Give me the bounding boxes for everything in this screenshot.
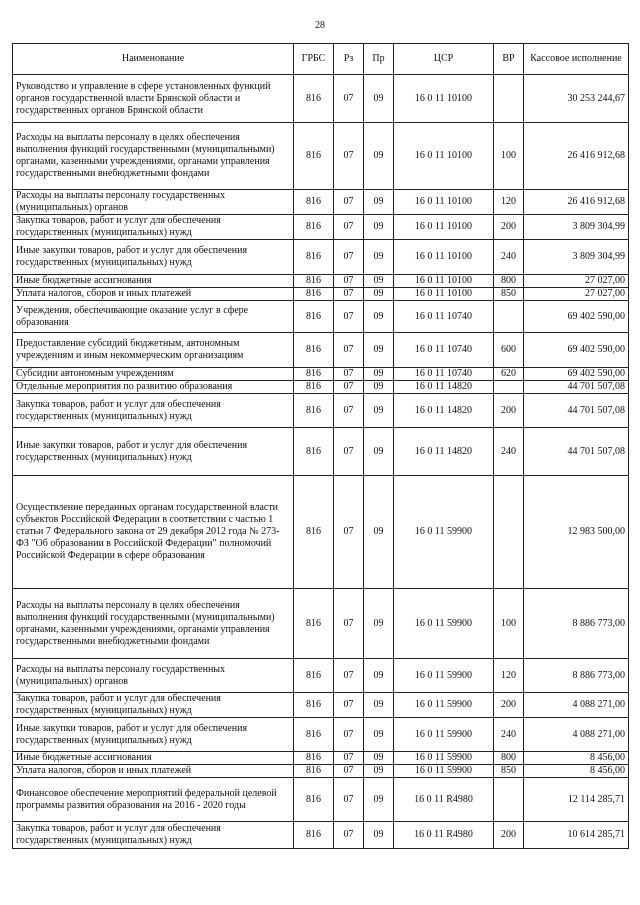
row-rz-cell: 07 (334, 368, 364, 381)
row-name-cell: Иные бюджетные ассигнования (13, 275, 294, 288)
row-amount-cell: 8 456,00 (524, 752, 629, 765)
row-amount-cell: 30 253 244,67 (524, 75, 629, 123)
row-amount-cell: 12 983 500,00 (524, 476, 629, 589)
row-rz-cell: 07 (334, 659, 364, 693)
row-amount-cell: 4 088 271,00 (524, 693, 629, 718)
row-vr-cell: 620 (494, 368, 524, 381)
row-name-cell: Закупка товаров, работ и услуг для обеспечения государственных (муниципальных) нужд (13, 215, 294, 240)
table-row (13, 718, 629, 752)
row-vr-cell: 850 (494, 765, 524, 778)
row-pr-cell: 09 (364, 394, 394, 428)
row-rz-cell: 07 (334, 301, 364, 333)
row-csr-cell: 16 0 11 R4980 (394, 778, 494, 822)
table-row (13, 240, 629, 275)
row-pr-cell: 09 (364, 778, 394, 822)
table-row (13, 589, 629, 659)
table-row (13, 693, 629, 718)
row-name-cell: Предоставление субсидий бюджетным, автономным учреждениям и иным некоммерческим организациям (13, 333, 294, 368)
header-csr: ЦСР (394, 44, 494, 75)
page-number: 28 (315, 20, 325, 31)
row-rz-cell: 07 (334, 288, 364, 301)
row-csr-cell: 16 0 11 10740 (394, 368, 494, 381)
row-amount-cell: 44 701 507,08 (524, 381, 629, 394)
row-amount-cell: 27 027,00 (524, 275, 629, 288)
row-grbs-cell: 816 (294, 778, 334, 822)
row-csr-cell: 16 0 11 59900 (394, 589, 494, 659)
row-name-cell: Руководство и управление в сфере установленных функций органов государственной власти Брянской области и государственных органов Брянской области (13, 75, 294, 123)
row-name-cell: Закупка товаров, работ и услуг для обеспечения государственных (муниципальных) нужд (13, 394, 294, 428)
row-amount-cell: 27 027,00 (524, 288, 629, 301)
row-amount-cell: 69 402 590,00 (524, 333, 629, 368)
row-amount-cell: 3 809 304,99 (524, 215, 629, 240)
row-name-cell: Иные бюджетные ассигнования (13, 752, 294, 765)
row-grbs-cell: 816 (294, 288, 334, 301)
row-vr-cell: 120 (494, 659, 524, 693)
row-vr-cell: 240 (494, 718, 524, 752)
row-vr-cell: 240 (494, 240, 524, 275)
row-amount-cell: 69 402 590,00 (524, 301, 629, 333)
table-header-row (13, 44, 629, 75)
row-grbs-cell: 816 (294, 381, 334, 394)
row-grbs-cell: 816 (294, 822, 334, 849)
header-rz: Рз (334, 44, 364, 75)
row-grbs-cell: 816 (294, 301, 334, 333)
row-csr-cell: 16 0 11 59900 (394, 718, 494, 752)
row-rz-cell: 07 (334, 75, 364, 123)
table-row (13, 778, 629, 822)
table-row (13, 765, 629, 778)
row-grbs-cell: 816 (294, 190, 334, 215)
row-vr-cell (494, 75, 524, 123)
row-csr-cell: 16 0 11 10100 (394, 240, 494, 275)
table-row (13, 75, 629, 123)
row-csr-cell: 16 0 11 10100 (394, 215, 494, 240)
table-row (13, 333, 629, 368)
row-name-cell: Уплата налогов, сборов и иных платежей (13, 288, 294, 301)
budget-table (12, 43, 629, 849)
header-vr: ВР (494, 44, 524, 75)
row-vr-cell: 200 (494, 822, 524, 849)
row-pr-cell: 09 (364, 275, 394, 288)
row-rz-cell: 07 (334, 123, 364, 190)
row-csr-cell: 16 0 11 10740 (394, 333, 494, 368)
row-name-cell: Иные закупки товаров, работ и услуг для обеспечения государственных (муниципальных) нужд (13, 718, 294, 752)
table-row (13, 288, 629, 301)
row-amount-cell: 3 809 304,99 (524, 240, 629, 275)
row-vr-cell: 200 (494, 394, 524, 428)
row-rz-cell: 07 (334, 381, 364, 394)
row-csr-cell: 16 0 11 10100 (394, 75, 494, 123)
row-csr-cell: 16 0 11 10740 (394, 301, 494, 333)
row-pr-cell: 09 (364, 215, 394, 240)
row-name-cell: Иные закупки товаров, работ и услуг для обеспечения государственных (муниципальных) нужд (13, 240, 294, 275)
row-vr-cell (494, 476, 524, 589)
row-rz-cell: 07 (334, 333, 364, 368)
row-grbs-cell: 816 (294, 718, 334, 752)
row-name-cell: Осуществление переданных органам государственной власти субъектов Российской Федерации в соответствии с частью 1 статьи 7 Федерального закона от 29 декабря 2012 года № 273-ФЗ "Об образовании в Российской Федерации" полномочий Российской Федерации в сфере образования (13, 476, 294, 589)
table-row (13, 301, 629, 333)
row-grbs-cell: 816 (294, 275, 334, 288)
row-pr-cell: 09 (364, 190, 394, 215)
row-rz-cell: 07 (334, 215, 364, 240)
row-vr-cell: 240 (494, 428, 524, 476)
row-csr-cell: 16 0 11 10100 (394, 123, 494, 190)
row-grbs-cell: 816 (294, 123, 334, 190)
row-amount-cell: 26 416 912,68 (524, 123, 629, 190)
row-name-cell: Иные закупки товаров, работ и услуг для обеспечения государственных (муниципальных) нужд (13, 428, 294, 476)
row-name-cell: Закупка товаров, работ и услуг для обеспечения государственных (муниципальных) нужд (13, 822, 294, 849)
row-name-cell: Расходы на выплаты персоналу в целях обеспечения выполнения функций государственными (муниципальными) органами, казенными учреждениями, органами управления государственными внебюджетными фондами (13, 123, 294, 190)
header-amount: Кассовое исполнение (524, 44, 629, 75)
header-name: Наименование (13, 44, 294, 75)
row-csr-cell: 16 0 11 10100 (394, 288, 494, 301)
row-amount-cell: 44 701 507,08 (524, 428, 629, 476)
row-grbs-cell: 816 (294, 368, 334, 381)
row-grbs-cell: 816 (294, 215, 334, 240)
row-rz-cell: 07 (334, 428, 364, 476)
row-amount-cell: 8 886 773,00 (524, 589, 629, 659)
header-pr: Пр (364, 44, 394, 75)
table-row (13, 275, 629, 288)
row-grbs-cell: 816 (294, 428, 334, 476)
row-amount-cell: 4 088 271,00 (524, 718, 629, 752)
row-name-cell: Учреждения, обеспечивающие оказание услуг в сфере образования (13, 301, 294, 333)
row-csr-cell: 16 0 11 14820 (394, 394, 494, 428)
table-row (13, 476, 629, 589)
row-pr-cell: 09 (364, 75, 394, 123)
row-amount-cell: 8 456,00 (524, 765, 629, 778)
row-amount-cell: 8 886 773,00 (524, 659, 629, 693)
row-pr-cell: 09 (364, 381, 394, 394)
row-amount-cell: 12 114 285,71 (524, 778, 629, 822)
table-row (13, 752, 629, 765)
row-name-cell: Субсидии автономным учреждениям (13, 368, 294, 381)
row-name-cell: Уплата налогов, сборов и иных платежей (13, 765, 294, 778)
row-csr-cell: 16 0 11 59900 (394, 693, 494, 718)
row-vr-cell: 200 (494, 693, 524, 718)
row-vr-cell: 600 (494, 333, 524, 368)
row-rz-cell: 07 (334, 765, 364, 778)
row-vr-cell (494, 381, 524, 394)
row-amount-cell: 26 416 912,68 (524, 190, 629, 215)
table-row (13, 190, 629, 215)
row-name-cell: Отдельные мероприятия по развитию образования (13, 381, 294, 394)
row-vr-cell: 200 (494, 215, 524, 240)
row-pr-cell: 09 (364, 240, 394, 275)
row-pr-cell: 09 (364, 752, 394, 765)
row-rz-cell: 07 (334, 190, 364, 215)
row-csr-cell: 16 0 11 14820 (394, 381, 494, 394)
row-pr-cell: 09 (364, 589, 394, 659)
row-name-cell: Финансовое обеспечение мероприятий федеральной целевой программы развития образования на 2016 - 2020 годы (13, 778, 294, 822)
row-pr-cell: 09 (364, 765, 394, 778)
table-row (13, 215, 629, 240)
row-grbs-cell: 816 (294, 333, 334, 368)
row-vr-cell (494, 778, 524, 822)
row-name-cell: Расходы на выплаты персоналу государственных (муниципальных) органов (13, 190, 294, 215)
row-rz-cell: 07 (334, 693, 364, 718)
row-pr-cell: 09 (364, 123, 394, 190)
row-grbs-cell: 816 (294, 659, 334, 693)
row-csr-cell: 16 0 11 10100 (394, 190, 494, 215)
row-csr-cell: 16 0 11 59900 (394, 476, 494, 589)
table-row (13, 381, 629, 394)
row-grbs-cell: 816 (294, 394, 334, 428)
row-pr-cell: 09 (364, 333, 394, 368)
row-vr-cell: 800 (494, 752, 524, 765)
row-grbs-cell: 816 (294, 693, 334, 718)
table-row (13, 123, 629, 190)
row-csr-cell: 16 0 11 59900 (394, 765, 494, 778)
row-pr-cell: 09 (364, 428, 394, 476)
row-amount-cell: 69 402 590,00 (524, 368, 629, 381)
row-rz-cell: 07 (334, 778, 364, 822)
row-rz-cell: 07 (334, 394, 364, 428)
row-vr-cell: 850 (494, 288, 524, 301)
table-row (13, 428, 629, 476)
row-vr-cell (494, 301, 524, 333)
row-csr-cell: 16 0 11 10100 (394, 275, 494, 288)
table-row (13, 394, 629, 428)
row-rz-cell: 07 (334, 822, 364, 849)
table-row (13, 368, 629, 381)
row-grbs-cell: 816 (294, 752, 334, 765)
row-pr-cell: 09 (364, 368, 394, 381)
row-rz-cell: 07 (334, 275, 364, 288)
row-grbs-cell: 816 (294, 765, 334, 778)
row-csr-cell: 16 0 11 59900 (394, 752, 494, 765)
row-grbs-cell: 816 (294, 240, 334, 275)
row-csr-cell: 16 0 11 R4980 (394, 822, 494, 849)
row-csr-cell: 16 0 11 14820 (394, 428, 494, 476)
row-name-cell: Расходы на выплаты персоналу государственных (муниципальных) органов (13, 659, 294, 693)
row-rz-cell: 07 (334, 752, 364, 765)
row-vr-cell: 100 (494, 589, 524, 659)
table-row (13, 659, 629, 693)
row-grbs-cell: 816 (294, 476, 334, 589)
row-csr-cell: 16 0 11 59900 (394, 659, 494, 693)
row-grbs-cell: 816 (294, 589, 334, 659)
row-rz-cell: 07 (334, 476, 364, 589)
row-pr-cell: 09 (364, 476, 394, 589)
row-vr-cell: 120 (494, 190, 524, 215)
row-rz-cell: 07 (334, 718, 364, 752)
row-rz-cell: 07 (334, 589, 364, 659)
row-pr-cell: 09 (364, 718, 394, 752)
row-pr-cell: 09 (364, 288, 394, 301)
row-pr-cell: 09 (364, 822, 394, 849)
row-name-cell: Расходы на выплаты персоналу в целях обеспечения выполнения функций государственными (муниципальными) органами, казенными учреждениями, органами управления государственными внебюджетными фондами (13, 589, 294, 659)
row-amount-cell: 44 701 507,08 (524, 394, 629, 428)
row-name-cell: Закупка товаров, работ и услуг для обеспечения государственных (муниципальных) нужд (13, 693, 294, 718)
header-grbs: ГРБС (294, 44, 334, 75)
row-vr-cell: 800 (494, 275, 524, 288)
row-vr-cell: 100 (494, 123, 524, 190)
row-amount-cell: 10 614 285,71 (524, 822, 629, 849)
row-pr-cell: 09 (364, 659, 394, 693)
row-pr-cell: 09 (364, 301, 394, 333)
table-row (13, 822, 629, 849)
row-grbs-cell: 816 (294, 75, 334, 123)
row-rz-cell: 07 (334, 240, 364, 275)
row-pr-cell: 09 (364, 693, 394, 718)
